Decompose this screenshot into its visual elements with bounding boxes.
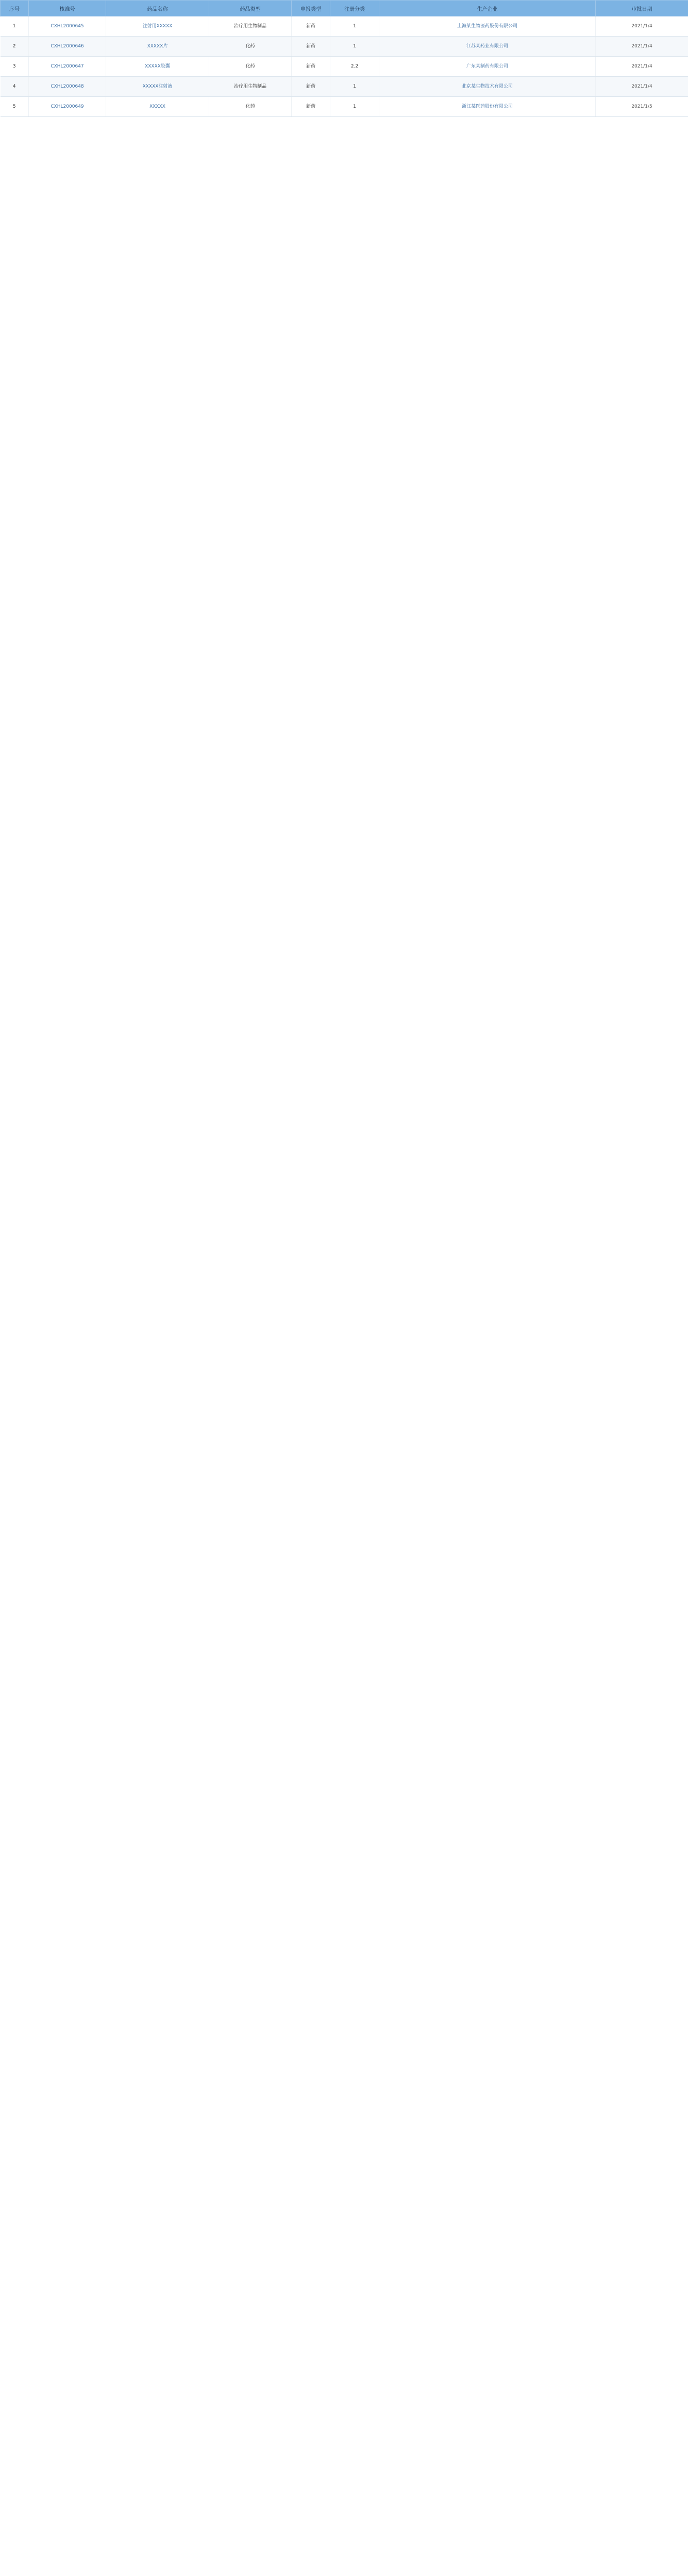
- header-name[interactable]: 药品名称: [106, 1, 209, 16]
- cell-apply: 新药: [292, 97, 330, 117]
- cell-date: 2021/1/4: [596, 77, 688, 97]
- cell-name[interactable]: XXXXX片: [106, 37, 209, 57]
- cell-date: 2021/1/5: [596, 97, 688, 117]
- header-apply[interactable]: 申报类型: [292, 1, 330, 16]
- cell-company[interactable]: 北京某生物技术有限公司: [379, 77, 596, 97]
- cell-name[interactable]: XXXXX胶囊: [106, 57, 209, 77]
- table-row: [1, 57, 688, 77]
- header-cert[interactable]: 核准号: [29, 1, 106, 16]
- cell-cert[interactable]: CXHL2000649: [29, 97, 106, 117]
- table-row: [1, 97, 688, 117]
- header-class[interactable]: 注册分类: [330, 1, 379, 16]
- cell-no: 1: [1, 16, 29, 37]
- cell-cert[interactable]: CXHL2000647: [29, 57, 106, 77]
- cell-name[interactable]: 注射用XXXXX: [106, 16, 209, 37]
- cell-company[interactable]: 江苏某药业有限公司: [379, 37, 596, 57]
- cell-date: 2021/1/4: [596, 16, 688, 37]
- cell-type: 治疗用生物制品: [209, 77, 292, 97]
- table-body: [1, 16, 688, 117]
- cell-class: 1: [330, 97, 379, 117]
- table-header-row: [1, 1, 688, 16]
- header-company[interactable]: 生产企业: [379, 1, 596, 16]
- cell-class: 1: [330, 77, 379, 97]
- cell-apply: 新药: [292, 37, 330, 57]
- cell-type: 化药: [209, 97, 292, 117]
- table-row: [1, 37, 688, 57]
- cell-apply: 新药: [292, 77, 330, 97]
- header-date[interactable]: 审批日期: [596, 1, 688, 16]
- cell-type: 化药: [209, 57, 292, 77]
- header-type[interactable]: 药品类型: [209, 1, 292, 16]
- table-row: [1, 16, 688, 37]
- cell-class: 1: [330, 16, 379, 37]
- cell-cert[interactable]: CXHL2000645: [29, 16, 106, 37]
- cell-date: 2021/1/4: [596, 37, 688, 57]
- cell-date: 2021/1/4: [596, 57, 688, 77]
- approval-registry: [0, 0, 688, 117]
- cell-company[interactable]: 上海某生物医药股份有限公司: [379, 16, 596, 37]
- cell-no: 2: [1, 37, 29, 57]
- cell-company[interactable]: 浙江某医药股份有限公司: [379, 97, 596, 117]
- cell-company[interactable]: 广东某制药有限公司: [379, 57, 596, 77]
- cell-no: 3: [1, 57, 29, 77]
- table-row: [1, 77, 688, 97]
- cell-name[interactable]: XXXXX: [106, 97, 209, 117]
- cell-class: 2.2: [330, 57, 379, 77]
- cell-name[interactable]: XXXXX注射液: [106, 77, 209, 97]
- cell-cert[interactable]: CXHL2000646: [29, 37, 106, 57]
- cell-apply: 新药: [292, 16, 330, 37]
- cell-apply: 新药: [292, 57, 330, 77]
- cell-no: 5: [1, 97, 29, 117]
- cell-class: 1: [330, 37, 379, 57]
- cell-type: 治疗用生物制品: [209, 16, 292, 37]
- cell-no: 4: [1, 77, 29, 97]
- approval-table: [0, 0, 688, 117]
- cell-cert[interactable]: CXHL2000648: [29, 77, 106, 97]
- header-no[interactable]: 序号: [1, 1, 29, 16]
- cell-type: 化药: [209, 37, 292, 57]
